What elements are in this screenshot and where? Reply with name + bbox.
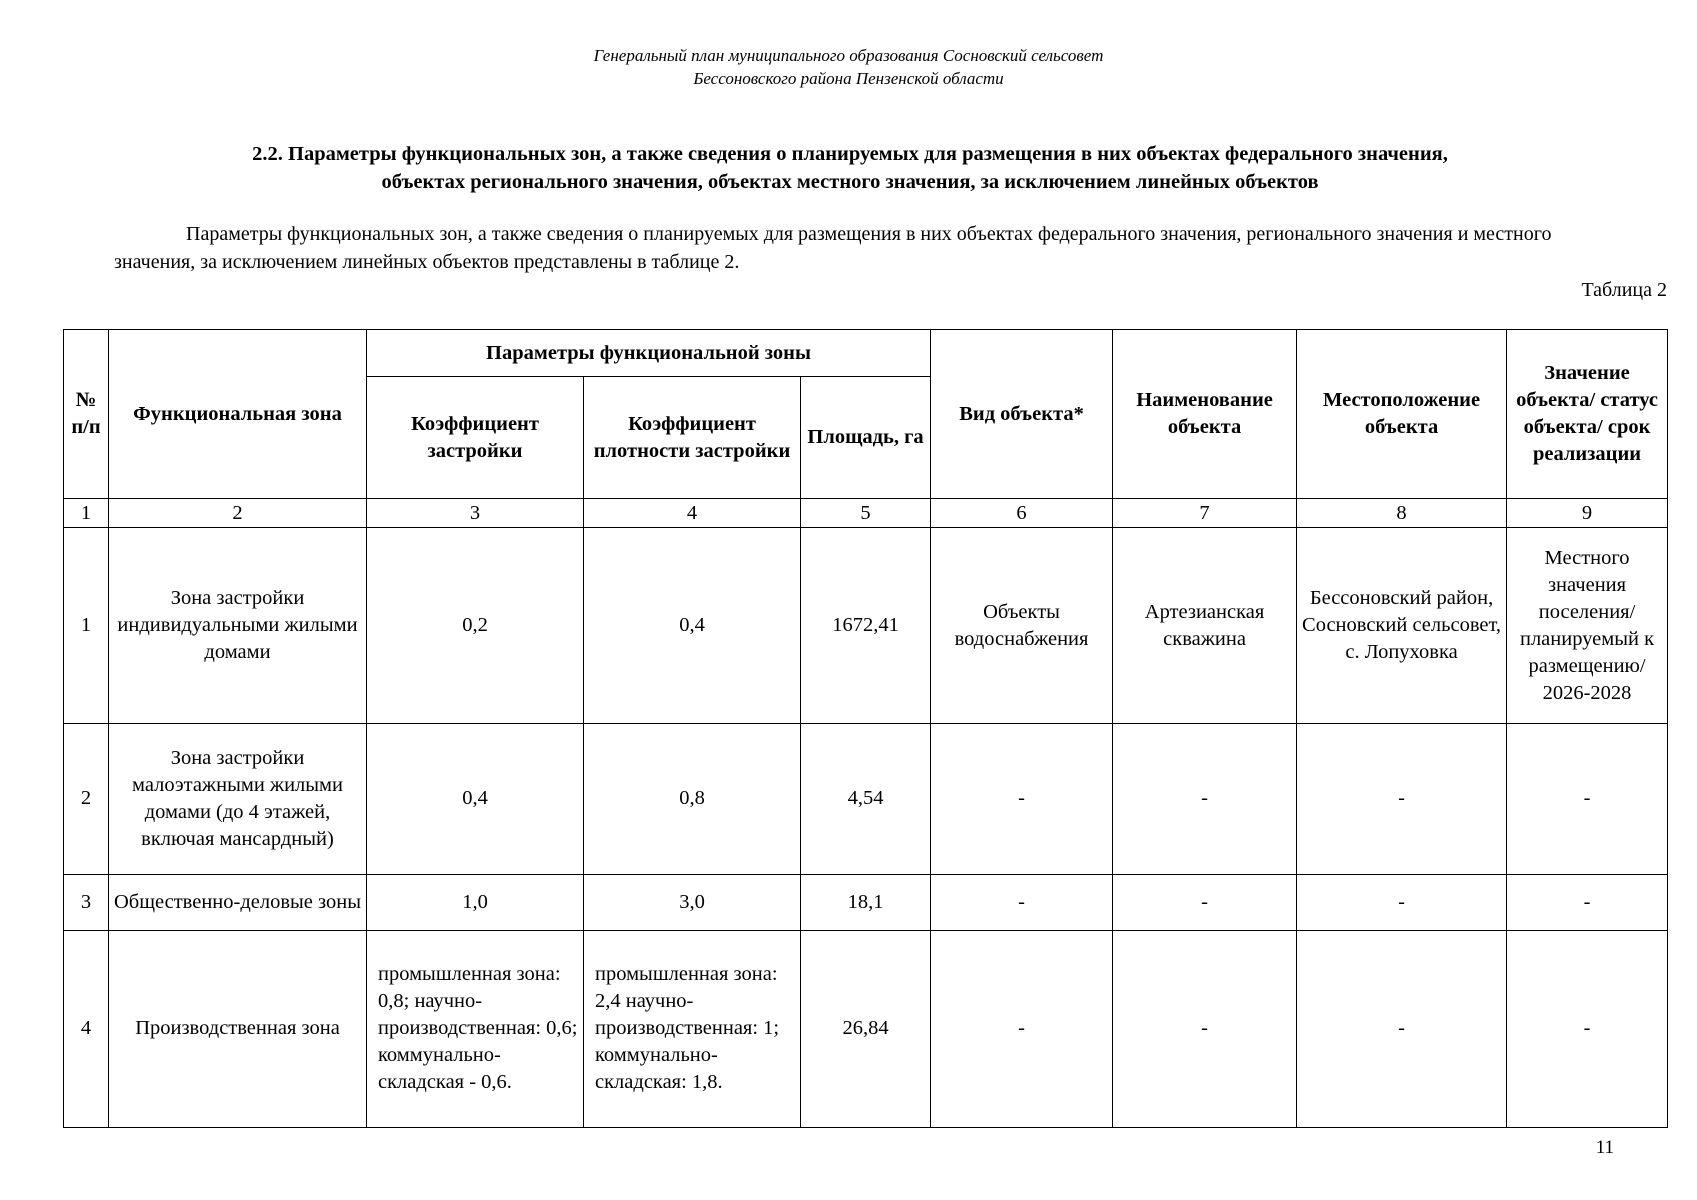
header-object-location: Местоположение объекта bbox=[1297, 330, 1507, 499]
row-coef-build: 1,0 bbox=[367, 874, 584, 930]
row-object-type: Объекты водоснабжения bbox=[931, 528, 1113, 724]
row-object-status: - bbox=[1507, 724, 1668, 874]
column-number: 5 bbox=[801, 499, 931, 528]
row-object-location: - bbox=[1297, 874, 1507, 930]
column-number: 7 bbox=[1113, 499, 1297, 528]
functional-zones-table bbox=[63, 329, 1668, 1128]
row-num: 2 bbox=[64, 724, 109, 874]
row-coef-build: 0,4 bbox=[367, 724, 584, 874]
header-zone: Функциональная зона bbox=[109, 330, 367, 499]
row-coef-build: 0,2 bbox=[367, 528, 584, 724]
row-object-name: - bbox=[1113, 874, 1297, 930]
row-object-type: - bbox=[931, 724, 1113, 874]
row-zone: Производственная зона bbox=[109, 930, 367, 1127]
header-area: Площадь, га bbox=[801, 377, 931, 499]
header-object-type: Вид объекта* bbox=[931, 330, 1113, 499]
row-object-status: Местного значения поселения/ планируемый к размещению/ 2026-2028 bbox=[1507, 528, 1668, 724]
column-number: 9 bbox=[1507, 499, 1668, 528]
header-line-1: Генеральный план муниципального образования Сосновский сельсовет bbox=[593, 46, 1104, 65]
row-object-name: - bbox=[1113, 930, 1297, 1127]
document-header bbox=[0, 44, 1697, 90]
column-number: 1 bbox=[64, 499, 109, 528]
column-number: 6 bbox=[931, 499, 1113, 528]
column-number: 3 bbox=[367, 499, 584, 528]
row-num: 1 bbox=[64, 528, 109, 724]
row-object-status: - bbox=[1507, 930, 1668, 1127]
row-object-name: - bbox=[1113, 724, 1297, 874]
row-coef-density: промышленная зона: 2,4 научно-производственная: 1; коммунально-складская: 1,8. bbox=[584, 930, 801, 1127]
row-area: 1672,41 bbox=[801, 528, 931, 724]
column-number: 2 bbox=[109, 499, 367, 528]
row-area: 18,1 bbox=[801, 874, 931, 930]
table-row bbox=[64, 874, 1668, 930]
section-heading-line-1: 2.2. Параметры функциональных зон, а также сведения о планируемых для размещения в них объектах федерального значения, bbox=[252, 143, 1448, 165]
header-params-group: Параметры функциональной зоны bbox=[367, 330, 931, 377]
table-row bbox=[64, 724, 1668, 874]
row-zone: Зона застройки индивидуальными жилыми домами bbox=[109, 528, 367, 724]
table-row bbox=[64, 930, 1668, 1127]
row-object-status: - bbox=[1507, 874, 1668, 930]
row-object-location: Бессоновский район, Сосновский сельсовет, с. Лопуховка bbox=[1297, 528, 1507, 724]
row-zone: Зона застройки малоэтажными жилыми домами (до 4 этажей, включая мансардный) bbox=[109, 724, 367, 874]
row-object-location: - bbox=[1297, 930, 1507, 1127]
row-object-location: - bbox=[1297, 724, 1507, 874]
header-line-2: Бессоновского района Пензенской области bbox=[693, 69, 1004, 88]
row-area: 4,54 bbox=[801, 724, 931, 874]
intro-paragraph: Параметры функциональных зон, а также сведения о планируемых для размещения в них объектах федерального значения, регионального значения и местного значения, за исключением линейных объектов представлены в таблице 2. bbox=[114, 223, 1552, 273]
column-number-row bbox=[64, 499, 1668, 528]
section-heading bbox=[150, 140, 1550, 196]
row-coef-build: промышленная зона: 0,8; научно-производственная: 0,6; коммунально-складская - 0,6. bbox=[367, 930, 584, 1127]
row-area: 26,84 bbox=[801, 930, 931, 1127]
header-coef-density: Коэффициент плотности застройки bbox=[584, 377, 801, 499]
column-number: 4 bbox=[584, 499, 801, 528]
row-coef-density: 3,0 bbox=[584, 874, 801, 930]
row-coef-density: 0,4 bbox=[584, 528, 801, 724]
row-coef-density: 0,8 bbox=[584, 724, 801, 874]
row-num: 4 bbox=[64, 930, 109, 1127]
column-number: 8 bbox=[1297, 499, 1507, 528]
header-object-status: Значение объекта/ статус объекта/ срок реализации bbox=[1507, 330, 1668, 499]
section-heading-line-2: объектах регионального значения, объектах местного значения, за исключением линейных объектов bbox=[381, 171, 1319, 193]
header-coef-build: Коэффициент застройки bbox=[367, 377, 584, 499]
page-number: 11 bbox=[1595, 1137, 1614, 1158]
row-num: 3 bbox=[64, 874, 109, 930]
row-object-type: - bbox=[931, 930, 1113, 1127]
header-object-name: Наименование объекта bbox=[1113, 330, 1297, 499]
header-num: № п/п bbox=[64, 330, 109, 499]
row-zone: Общественно-деловые зоны bbox=[109, 874, 367, 930]
table-caption: Таблица 2 bbox=[1581, 279, 1667, 301]
row-object-type: - bbox=[931, 874, 1113, 930]
row-object-name: Артезианская скважина bbox=[1113, 528, 1297, 724]
table-row bbox=[64, 528, 1668, 724]
